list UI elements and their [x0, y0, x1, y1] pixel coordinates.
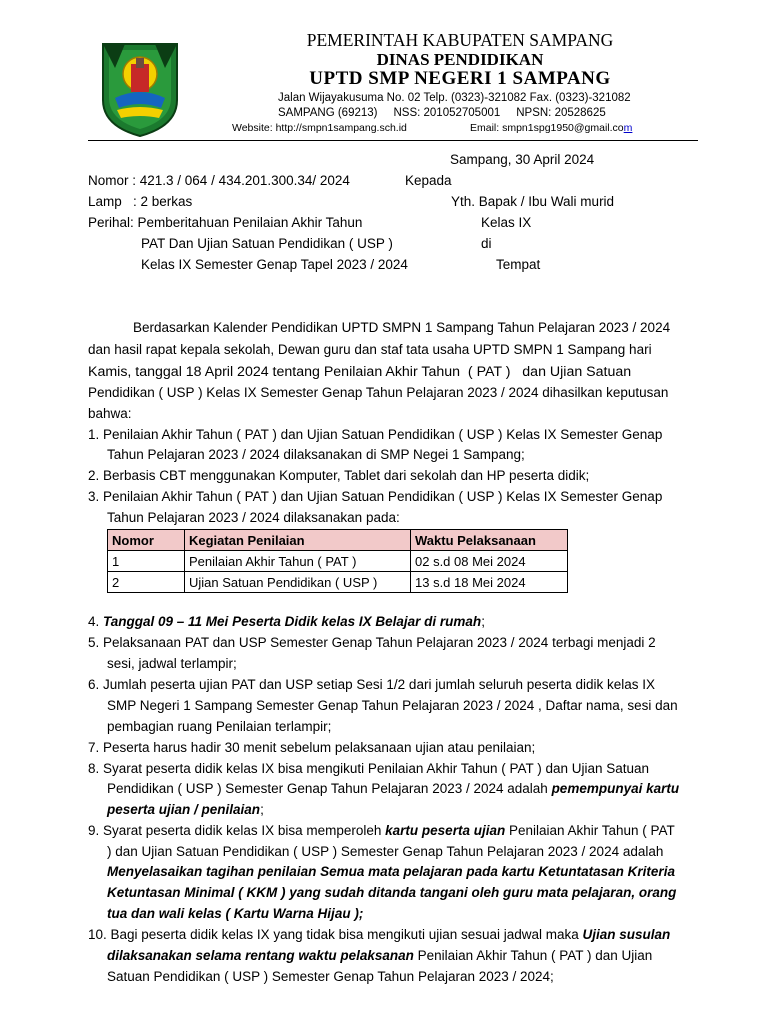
item-8-cont	[107, 802, 264, 817]
kabupaten-sampang-emblem-icon	[95, 38, 185, 138]
intro-line: Berdasarkan Kalender Pendidikan UPTD SMPN 1 Sampang Tahun Pelajaran 2023 / 2024	[133, 320, 671, 335]
item-4	[88, 614, 485, 629]
item-1-cont: Tahun Pelajaran 2023 / 2024 dilaksanakan di SMP Negei 1 Sampang;	[107, 447, 525, 462]
item-9-bold: kartu peserta ujian	[385, 823, 506, 838]
intro-line: Pendidikan ( USP ) Kelas IX Semester Genap Tahun Pelajaran 2023 / 2024 dihasilkan keputusan	[88, 385, 669, 400]
addressee-place: Tempat	[496, 257, 541, 272]
table-cell: Penilaian Akhir Tahun ( PAT )	[185, 551, 411, 572]
letterhead-line1: PEMERINTAH KABUPATEN SAMPANG	[306, 30, 614, 50]
intro-line: Kamis, tanggal 18 April 2024 tentang Penilaian Akhir Tahun ( PAT ) dan Ujian Satuan	[88, 364, 632, 380]
subject-line2: PAT Dan Ujian Satuan Pendidikan ( USP )	[141, 236, 393, 251]
letter-number: Nomor : 421.3 / 064 / 434.201.300.34/ 2024	[88, 173, 350, 188]
letterhead-line2: DINAS PENDIDIKAN	[376, 50, 544, 69]
intro-line: bahwa:	[88, 406, 132, 421]
item-5-cont: sesi, jadwal terlampir;	[107, 656, 237, 671]
letterhead-school-name: UPTD SMP NEGERI 1 SAMPANG	[309, 68, 611, 89]
item-8-bold: pemempunyai kartu	[551, 781, 680, 796]
item-8-end: ;	[260, 802, 264, 817]
item-8-text: Pendidikan ( USP ) Semester Genap Tahun Pelajaran 2023 / 2024 adalah	[107, 781, 552, 796]
item-5: 5. Pelaksanaan PAT dan USP Semester Genap Tahun Pelajaran 2023 / 2024 terbagi menjadi 2	[88, 635, 656, 650]
item-6: 6. Jumlah peserta ujian PAT dan USP setiap Sesi 1/2 dari jumlah seluruh peserta didik kelas IX	[88, 677, 656, 692]
item-10	[88, 927, 670, 942]
table-cell: 1	[108, 551, 185, 572]
attachment-count: Lamp : 2 berkas	[88, 194, 193, 209]
item-10-cont	[107, 948, 652, 963]
item-8-cont	[107, 781, 679, 796]
item-9-text: Penilaian Akhir Tahun ( PAT	[505, 823, 675, 838]
table-cell: Ujian Satuan Pendidikan ( USP )	[185, 572, 411, 593]
item-8-bold: peserta ujian / penilaian	[107, 802, 261, 817]
item-3: 3. Penilaian Akhir Tahun ( PAT ) dan Ujian Satuan Pendidikan ( USP ) Kelas IX Semester Genap	[88, 489, 663, 504]
schedule-table	[107, 529, 568, 593]
table-header: Nomor	[108, 530, 185, 551]
table-row	[108, 572, 568, 593]
subject-line1: Perihal: Pemberitahuan Penilaian Akhir Tahun	[88, 215, 363, 230]
item-2: 2. Berbasis CBT menggunakan Komputer, Tablet dari sekolah dan HP peserta didik;	[88, 468, 590, 483]
header-divider	[88, 140, 698, 141]
item-9-cont: Menyelasaikan tagihan penilaian Semua mata pelajaran pada kartu Ketuntatasan Kriteria	[107, 864, 675, 879]
table-cell: 13 s.d 18 Mei 2024	[411, 572, 568, 593]
addressee-label: Kepada	[405, 173, 452, 188]
item-6-cont: pembagian ruang Penilaian terlampir;	[107, 719, 332, 734]
item-9-cont: Ketuntasan Minimal ( KKM ) yang sudah ditanda tangani oleh guru mata pelajaran, orang	[107, 885, 677, 900]
item-4-num: 4.	[88, 614, 104, 629]
letterhead-address: Jalan Wijayakusuma No. 02 Telp. (0323)-321082 Fax. (0323)-321082	[278, 92, 631, 104]
letterhead-codes: SAMPANG (69213) NSS: 201052705001 NPSN: 20528625	[278, 107, 606, 119]
letterhead-website[interactable]: Website: http://smpn1sampang.sch.id	[232, 122, 407, 134]
email-link-tail[interactable]: m	[623, 122, 633, 134]
table-cell: 2	[108, 572, 185, 593]
item-9-text: 9. Syarat peserta didik kelas IX bisa memperoleh	[88, 823, 386, 838]
item-10-bold: dilaksanakan selama rentang waktu pelaksanan	[107, 948, 414, 963]
table-cell: 02 s.d 08 Mei 2024	[411, 551, 568, 572]
intro-line: dan hasil rapat kepala sekolah, Dewan guru dan staf tata usaha UPTD SMPN 1 Sampang hari	[88, 342, 652, 357]
addressee-class: Kelas IX	[481, 215, 532, 230]
item-3-cont: Tahun Pelajaran 2023 / 2024 dilaksanakan pada:	[107, 510, 400, 525]
letterhead-email[interactable]	[470, 122, 632, 134]
item-9	[88, 823, 675, 838]
subject-line3: Kelas IX Semester Genap Tapel 2023 / 2024	[141, 257, 408, 272]
item-9-cont: tua dan wali kelas ( Kartu Warna Hijau );	[107, 906, 364, 921]
table-row	[108, 551, 568, 572]
item-8: 8. Syarat peserta didik kelas IX bisa mengikuti Penilaian Akhir Tahun ( PAT ) dan Ujian Satuan	[88, 761, 650, 776]
item-10-text: 10. Bagi peserta didik kelas IX yang tidak bisa mengikuti ujian sesuai jadwal maka	[88, 927, 583, 942]
addressee-name: Yth. Bapak / Ibu Wali murid	[451, 194, 615, 209]
letter-date: Sampang, 30 April 2024	[450, 152, 595, 167]
item-7: 7. Peserta harus hadir 30 menit sebelum pelaksanaan ujian atau penilaian;	[88, 740, 536, 755]
item-9-cont: ) dan Ujian Satuan Pendidikan ( USP ) Semester Genap Tahun Pelajaran 2023 / 2024 adalah	[107, 844, 664, 859]
item-4-end: ;	[481, 614, 485, 629]
table-header: Waktu Pelaksanaan	[411, 530, 568, 551]
item-6-cont: SMP Negeri 1 Sampang Semester Genap Tahun Pelajaran 2023 / 2024 , Daftar nama, sesi dan	[107, 698, 678, 713]
item-1: 1. Penilaian Akhir Tahun ( PAT ) dan Ujian Satuan Pendidikan ( USP ) Kelas IX Semester Genap	[88, 427, 663, 442]
item-10-bold: Ujian susulan	[582, 927, 671, 942]
item-10-text: Penilaian Akhir Tahun ( PAT ) dan Ujian	[413, 948, 653, 963]
table-header-row	[108, 530, 568, 551]
email-text: Email: smpn1spg1950@gmail.co	[470, 122, 624, 134]
table-header: Kegiatan Penilaian	[185, 530, 411, 551]
item-4-bold: Tanggal 09 – 11 Mei Peserta Didik kelas IX Belajar di rumah	[103, 614, 482, 629]
addressee-di: di	[481, 236, 492, 251]
item-10-cont: Satuan Pendidikan ( USP ) Semester Genap Tahun Pelajaran 2023 / 2024;	[107, 969, 554, 984]
